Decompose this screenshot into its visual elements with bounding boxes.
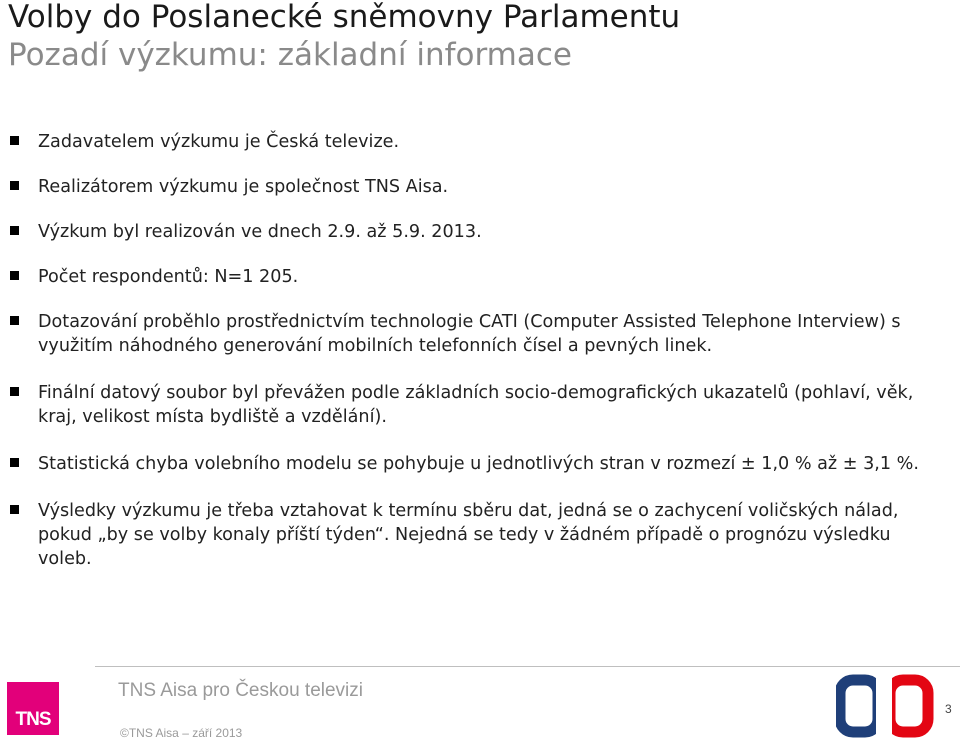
list-item-text: Realizátorem výzkumu je společnost TNS Aisa. [38, 177, 449, 197]
tns-logo [7, 682, 59, 735]
list-item [10, 452, 945, 476]
page-title: Volby do Poslanecké sněmovny Parlamentu [8, 0, 681, 35]
bullet-square-icon [10, 226, 19, 235]
bullet-square-icon [10, 505, 19, 514]
list-item [10, 265, 945, 289]
copyright: ©TNS Aisa – září 2013 [120, 726, 243, 740]
list-item-text: Finální datový soubor byl převážen podle základních socio-demografických ukazatelů (pohlaví, věk, kraj, velikost místa bydliště a vzdělání). [38, 383, 914, 427]
footer-text: TNS Aisa pro Českou televizi [118, 680, 363, 701]
bullet-square-icon [10, 136, 19, 145]
list-item-text: Dotazování proběhlo prostřednictvím technologie CATI (Computer Assisted Telephone Interview) s využitím náhodného generování mobilních telefonních čísel a pevných linek. [38, 312, 901, 356]
list-item-text: Výsledky výzkumu je třeba vztahovat k termínu sběru dat, jedná se o zachycení voličských nálad, pokud „by se volby konaly příští týden“. Nejedná se tedy v žádném případě o prognózu výsledku voleb. [38, 501, 899, 569]
list-item [10, 310, 945, 358]
list-item [10, 175, 945, 199]
bullet-square-icon [10, 458, 19, 467]
bullet-square-icon [10, 271, 19, 280]
list-item-text: Zadavatelem výzkumu je Česká televize. [38, 132, 400, 152]
list-item [10, 130, 945, 154]
page-number: 3 [945, 702, 952, 716]
list-item-text: Statistická chyba volebního modelu se pohybuje u jednotlivých stran v rozmezí ± 1,0 % až ± 3,1 %. [38, 454, 919, 474]
ceska-televize-logo-icon [836, 674, 934, 738]
footer-divider [95, 666, 960, 667]
bullet-square-icon [10, 181, 19, 190]
bullet-square-icon [10, 316, 19, 325]
list-item-text: Počet respondentů: N=1 205. [38, 267, 299, 287]
bullet-list [10, 130, 945, 594]
list-item [10, 499, 945, 571]
list-item-text: Výzkum byl realizován ve dnech 2.9. až 5.9. 2013. [38, 222, 482, 242]
list-item [10, 381, 945, 429]
tns-logo-text: TNS [15, 709, 51, 730]
list-item [10, 220, 945, 244]
page-subtitle: Pozadí výzkumu: základní informace [8, 37, 572, 73]
bullet-square-icon [10, 387, 19, 396]
